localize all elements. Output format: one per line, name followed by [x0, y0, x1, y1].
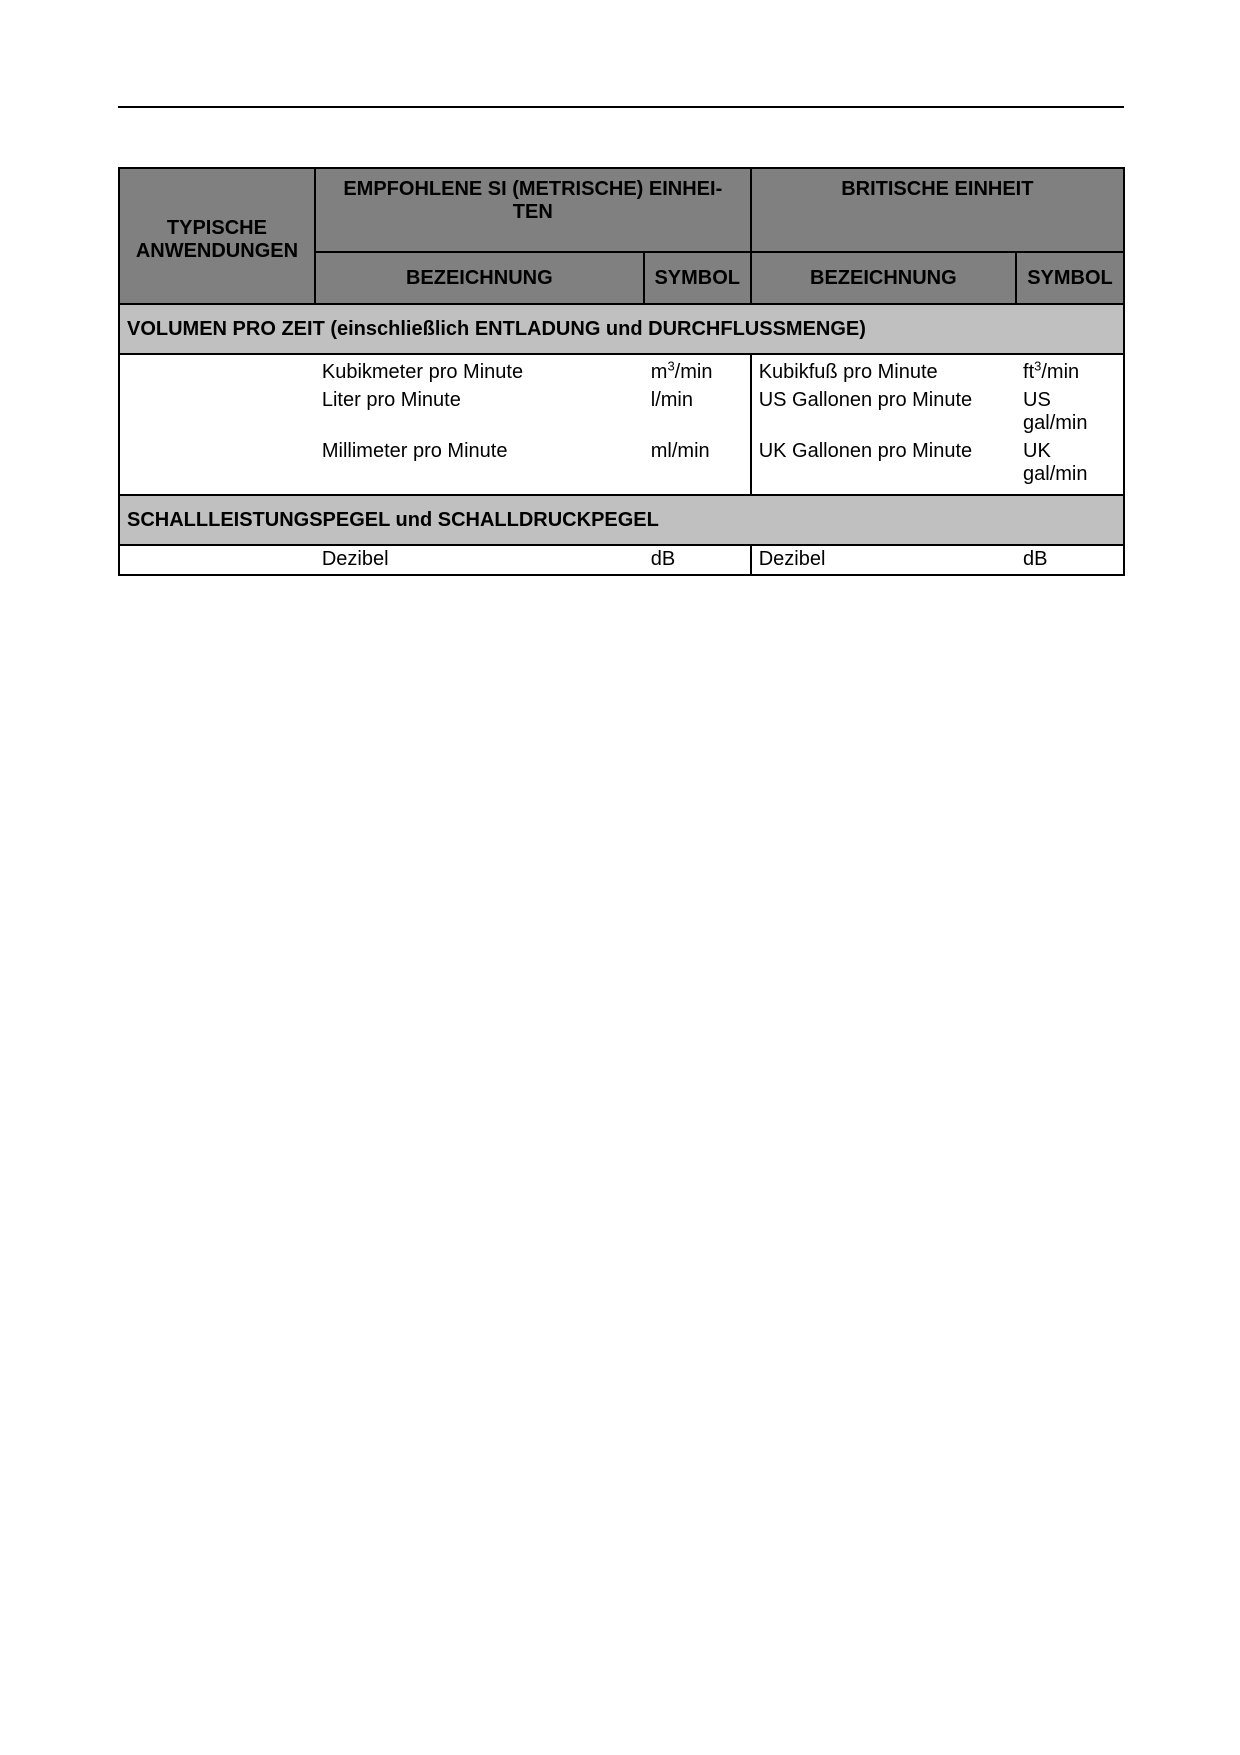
british-symbol-text: US gal/min — [1023, 389, 1088, 434]
table-row — [119, 354, 1124, 387]
british-symbol-base: ft — [1023, 361, 1035, 383]
application-cell — [119, 387, 315, 438]
british-symbol-text: UK gal/min — [1023, 440, 1088, 485]
british-symbol-cell — [1016, 387, 1124, 438]
british-symbol-cell — [1016, 438, 1124, 495]
si-symbol-cell — [644, 354, 751, 387]
application-cell — [119, 545, 315, 575]
table-row — [119, 545, 1124, 575]
table-row — [119, 387, 1124, 438]
header-british-name: BEZEICHNUNG — [751, 252, 1016, 304]
si-name-cell: Dezibel — [315, 545, 644, 575]
si-symbol-cell: l/min — [644, 387, 751, 438]
header-british-symbol: SYMBOL — [1016, 252, 1124, 304]
british-symbol-cell: dB — [1016, 545, 1124, 575]
british-symbol-cell — [1016, 354, 1124, 387]
header-si-symbol: SYMBOL — [644, 252, 751, 304]
section-row — [119, 304, 1124, 354]
british-name-cell: Dezibel — [751, 545, 1016, 575]
si-symbol-base: m — [650, 361, 668, 383]
si-symbol-rest: /min — [674, 361, 713, 383]
british-symbol-rest: /min — [1041, 361, 1080, 383]
units-table — [118, 167, 1125, 576]
application-cell — [119, 438, 315, 495]
table-row — [119, 438, 1124, 495]
si-name-cell: Millimeter pro Minute — [315, 438, 644, 495]
header-british-units: BRITISCHE EINHEIT — [751, 168, 1124, 252]
si-symbol-cell: ml/min — [644, 438, 751, 495]
application-cell — [119, 354, 315, 387]
section-title-volume-per-time: VOLUMEN PRO ZEIT (einschließlich ENTLADUNG und DURCHFLUSSMENGE) — [119, 304, 1124, 354]
top-rule — [118, 106, 1124, 108]
british-name-cell: Kubikfuß pro Minute — [758, 361, 938, 383]
british-name-cell: US Gallonen pro Minute — [758, 389, 973, 411]
section-title-sound-level: SCHALLLEISTUNGSPEGEL und SCHALLDRUCKPEGEL — [119, 495, 1124, 545]
header-row-group — [119, 168, 1124, 252]
section-row — [119, 495, 1124, 545]
british-name-cell: UK Gallonen pro Minute — [751, 438, 1016, 495]
header-si-units: EMPFOHLENE SI (METRISCHE) EINHEI- TEN — [315, 168, 751, 252]
header-typical-applications: TYPISCHE ANWENDUNGEN — [119, 168, 315, 304]
si-symbol-exponent: 3 — [667, 358, 675, 374]
header-si-name: BEZEICHNUNG — [315, 252, 644, 304]
si-name-cell: Kubikmeter pro Minute — [321, 361, 524, 383]
si-name-cell: Liter pro Minute — [321, 389, 461, 411]
british-symbol-exponent: 3 — [1034, 358, 1042, 374]
si-symbol-cell: dB — [644, 545, 751, 575]
